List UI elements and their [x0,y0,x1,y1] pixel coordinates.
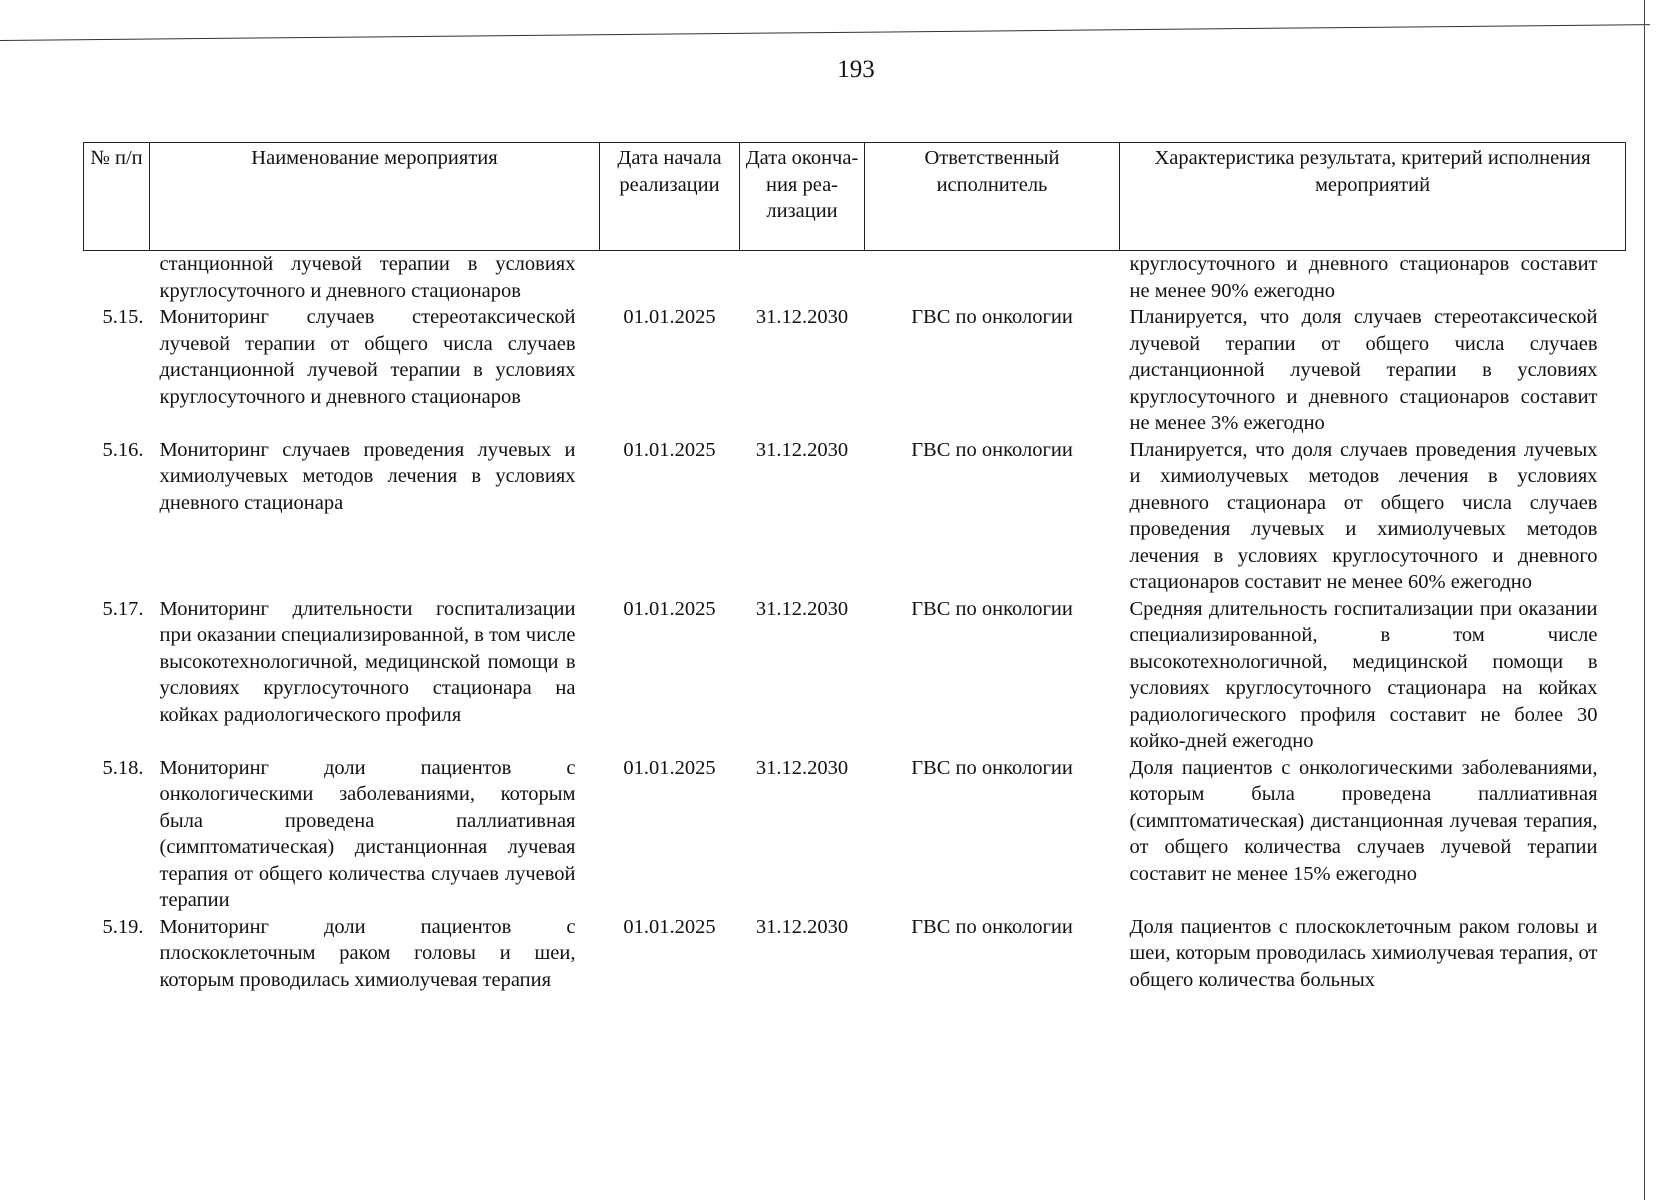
row-end-date: 31.12.2030 [755,756,849,779]
row-name: Мониторинг случаев стереотаксической лучевой терапии от общего числа случаев дистанционной лучевой терапии в условиях круглосуточного и дневного стационаров [159,306,576,408]
row-start-date: 01.01.2025 [623,306,716,328]
row-start-date [600,251,740,305]
header-num: № п/п [84,143,150,251]
header-responsible: Ответственный исполнитель [865,143,1120,251]
row-num: 5.18. [102,756,144,779]
row-name: Мониторинг случаев проведения лучевых и химиолучевых методов лечения в условиях дневного стационара [159,438,576,514]
scan-border-right [1644,0,1645,1200]
row-name: Мониторинг доли пациентов с плоскоклеточным раком головы и шеи, которым проводилась химиолучевая терапия [159,915,576,991]
row-num [84,251,150,305]
row-name: Мониторинг длительности госпитализации при оказании специализированной, в том числе высокотехнологичной, медицинской помощи в условиях круглосуточного стационара на койках радиологического профиля [159,597,576,726]
row-num: 5.16. [102,438,144,461]
row-end-date: 31.12.2030 [755,306,849,328]
row-start-date: 01.01.2025 [623,597,716,620]
table-row [84,304,1626,437]
table-row [84,596,1626,755]
row-result: Планируется, что доля случаев проведения лучевых и химиолучевых методов лечения в условиях дневного стационара от общего числа случаев проведения лучевых и химиолучевых методов лечения в условиях круглосуточного и дневного стационаров составит не менее 60% ежегодно [1129,438,1598,593]
row-result: Доля пациентов с онкологическими заболеваниями, которым была проведена паллиативная (симптоматическая) дистанционная лучевая терапия, от общего количества случаев лучевой терапии составит не менее 15% ежегодно [1129,756,1598,885]
row-name: Мониторинг доли пациентов с онкологическими заболеваниями, которым была проведена паллиативная (симптоматическая) дистанционная лучевая терапия от общего количества случаев лучевой терапии [159,756,576,911]
row-num: 5.17. [102,597,144,620]
table-row [84,437,1626,596]
row-responsible: ГВС по онкологии [911,597,1073,620]
header-end-date: Дата оконча-ния реа-лизации [740,143,865,251]
row-responsible: ГВС по онкологии [911,438,1073,461]
row-end-date: 31.12.2030 [755,597,849,620]
row-name: станционной лучевой терапии в условиях круглосуточного и дневного стационаров [159,253,576,302]
row-responsible: ГВС по онкологии [911,915,1073,938]
row-start-date: 01.01.2025 [623,915,716,938]
header-start-date: Дата начала реализации [600,143,740,251]
row-end-date [740,251,865,305]
row-responsible: ГВС по онкологии [911,756,1073,779]
measures-table [83,142,1626,993]
table-header-row [84,143,1626,251]
table-row [84,914,1626,994]
row-num: 5.19. [102,915,144,938]
row-responsible: ГВС по онкологии [911,306,1073,328]
row-result: Средняя длительность госпитализации при оказании специализированной, в том числе высокотехнологичной, медицинской помощи в условиях круглосуточного стационара на койках радиологического профиля составит не более 30 койко-дней ежегодно [1129,597,1598,752]
row-responsible [865,251,1120,305]
row-end-date: 31.12.2030 [755,438,849,461]
row-result: Доля пациентов с плоскоклеточным раком головы и шеи, которым проводилась химиолучевая терапия, от общего количества больных [1129,915,1598,991]
table-row [84,755,1626,914]
row-num: 5.15. [102,306,144,328]
row-start-date: 01.01.2025 [623,756,716,779]
row-result: Планируется, что доля случаев стереотаксической лучевой терапии от общего числа случаев дистанционной лучевой терапии в условиях круглосуточного и дневного стационаров составит не менее 3% ежегодно [1129,306,1598,434]
row-end-date: 31.12.2030 [755,915,849,938]
header-name: Наименование мероприятия [150,143,600,251]
table-row [84,251,1626,305]
row-result: круглосуточного и дневного стационаров составит не менее 90% ежегодно [1129,253,1598,302]
row-start-date: 01.01.2025 [623,438,716,461]
scan-border-top [0,24,1650,41]
page-number: 193 [837,56,875,83]
header-result: Характеристика результата, критерий исполнения мероприятий [1120,143,1626,251]
